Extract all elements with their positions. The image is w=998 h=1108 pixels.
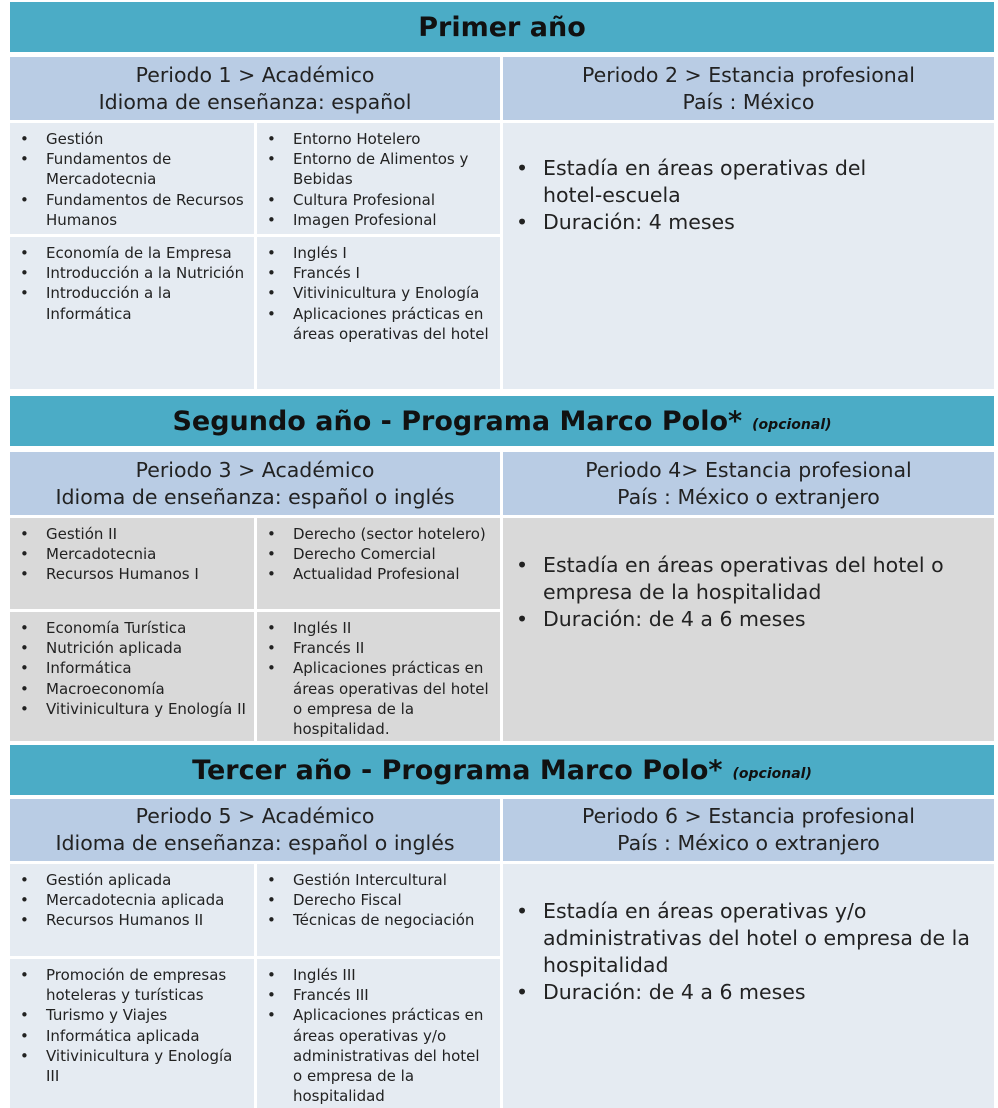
course-item: • Actualidad Profesional bbox=[257, 564, 500, 584]
y3-courses-block-4 bbox=[257, 959, 500, 1108]
course-item: • Mercadotecnia aplicada bbox=[10, 890, 254, 910]
course-item: • Francés I bbox=[257, 263, 500, 283]
course-item: • Nutrición aplicada bbox=[10, 638, 254, 658]
course-item: • Aplicaciones prácticas en áreas operativas y/o administrativas del hotel o empresa de la hospitalidad bbox=[257, 1005, 486, 1106]
course-item: • Mercadotecnia bbox=[10, 544, 254, 564]
period-2-details bbox=[503, 123, 994, 389]
course-item: • Gestión bbox=[10, 129, 254, 149]
y3-courses-block-2 bbox=[257, 864, 500, 956]
period-3-language: Idioma de enseñanza: español o inglés bbox=[55, 484, 455, 509]
course-item: • Vitivinicultura y Enología III bbox=[10, 1046, 234, 1086]
internship-item: • Duración: 4 meses bbox=[503, 209, 873, 236]
course-item: • Gestión aplicada bbox=[10, 870, 254, 890]
course-item: • Aplicaciones prácticas en áreas operativas del hotel bbox=[257, 304, 500, 344]
internship-item: • Duración: de 4 a 6 meses bbox=[503, 979, 973, 1006]
course-item: • Inglés II bbox=[257, 618, 500, 638]
course-item: • Vitivinicultura y Enología bbox=[257, 283, 500, 303]
course-item: • Francés III bbox=[257, 985, 486, 1005]
year-1-title: Primer año bbox=[418, 11, 586, 43]
y1-courses-block-4 bbox=[257, 237, 500, 389]
internship-item: • Duración: de 4 a 6 meses bbox=[503, 606, 973, 633]
period-5-title: Periodo 5 > Académico bbox=[135, 804, 375, 828]
period-5-language: Idioma de enseñanza: español o inglés bbox=[55, 831, 455, 855]
period-6-details bbox=[503, 864, 994, 1108]
course-item: • Imagen Profesional bbox=[257, 210, 500, 230]
course-item: • Informática bbox=[10, 658, 254, 678]
year-2-banner bbox=[10, 396, 994, 446]
optional-note: (opcional) bbox=[732, 766, 812, 782]
internship-item: • Estadía en áreas operativas del hotel o empresa de la hospitalidad bbox=[503, 552, 973, 606]
year-1-banner bbox=[10, 2, 994, 52]
course-item: • Entorno de Alimentos y Bebidas bbox=[257, 149, 500, 189]
course-item: • Fundamentos de Recursos Humanos bbox=[10, 190, 254, 230]
period-3-title: Periodo 3 > Académico bbox=[135, 457, 375, 482]
y3-courses-block-3 bbox=[10, 959, 254, 1108]
course-item: • Francés II bbox=[257, 638, 500, 658]
y1-courses-block-3 bbox=[10, 237, 254, 389]
y2-courses-block-2 bbox=[257, 518, 500, 609]
course-item: • Informática aplicada bbox=[10, 1026, 234, 1046]
course-item: • Técnicas de negociación bbox=[257, 910, 500, 930]
year-3-banner bbox=[10, 745, 994, 795]
course-item: • Cultura Profesional bbox=[257, 190, 500, 210]
period-6-title: Periodo 6 > Estancia profesional bbox=[581, 804, 916, 828]
period-4-details bbox=[503, 518, 994, 741]
course-item: • Introducción a la Informática bbox=[10, 283, 254, 323]
course-item: • Vitivinicultura y Enología II bbox=[10, 699, 254, 719]
year-3-title: Tercer año - Programa Marco Polo* bbox=[192, 754, 723, 786]
course-item: • Gestión Intercultural bbox=[257, 870, 500, 890]
course-item: • Economía Turística bbox=[10, 618, 254, 638]
y1-courses-block-2 bbox=[257, 123, 500, 234]
y2-courses-block-4 bbox=[257, 612, 500, 741]
y3-courses-block-1 bbox=[10, 864, 254, 956]
course-item: • Recursos Humanos I bbox=[10, 564, 254, 584]
course-item: • Aplicaciones prácticas en áreas operativas del hotel o empresa de la hospitalidad. bbox=[257, 658, 500, 739]
course-item: • Macroeconomía bbox=[10, 679, 254, 699]
course-item: • Turismo y Viajes bbox=[10, 1005, 234, 1025]
period-2-country: País : México bbox=[682, 89, 815, 114]
period-5-header bbox=[10, 799, 500, 861]
course-item: • Derecho Comercial bbox=[257, 544, 500, 564]
period-4-title: Periodo 4> Estancia profesional bbox=[585, 457, 912, 482]
course-item: • Derecho Fiscal bbox=[257, 890, 500, 910]
course-item: • Promoción de empresas hoteleras y turísticas bbox=[10, 965, 234, 1005]
period-4-country: País : México o extranjero bbox=[617, 484, 880, 509]
course-item: • Derecho (sector hotelero) bbox=[257, 524, 500, 544]
period-1-header bbox=[10, 57, 500, 120]
course-item: • Inglés I bbox=[257, 243, 500, 263]
course-item: • Entorno Hotelero bbox=[257, 129, 500, 149]
year-2-title: Segundo año - Programa Marco Polo* bbox=[172, 405, 743, 437]
y1-courses-block-1 bbox=[10, 123, 254, 234]
optional-note: (opcional) bbox=[752, 417, 832, 433]
course-item: • Inglés III bbox=[257, 965, 486, 985]
period-1-title: Periodo 1 > Académico bbox=[135, 62, 375, 87]
period-6-header bbox=[503, 799, 994, 861]
y2-courses-block-3 bbox=[10, 612, 254, 741]
internship-item: • Estadía en áreas operativas y/o administrativas del hotel o empresa de la hospitalidad bbox=[503, 898, 973, 979]
period-2-header bbox=[503, 57, 994, 120]
period-4-header bbox=[503, 452, 994, 515]
y2-courses-block-1 bbox=[10, 518, 254, 609]
internship-item: • Estadía en áreas operativas del hotel-escuela bbox=[503, 155, 873, 209]
period-2-title: Periodo 2 > Estancia profesional bbox=[581, 62, 916, 87]
course-item: • Gestión II bbox=[10, 524, 254, 544]
period-6-country: País : México o extranjero bbox=[617, 831, 880, 855]
period-3-header bbox=[10, 452, 500, 515]
course-item: • Introducción a la Nutrición bbox=[10, 263, 254, 283]
course-item: • Recursos Humanos II bbox=[10, 910, 254, 930]
course-item: • Fundamentos de Mercadotecnia bbox=[10, 149, 254, 189]
course-item: • Economía de la Empresa bbox=[10, 243, 254, 263]
period-1-language: Idioma de enseñanza: español bbox=[98, 89, 412, 114]
